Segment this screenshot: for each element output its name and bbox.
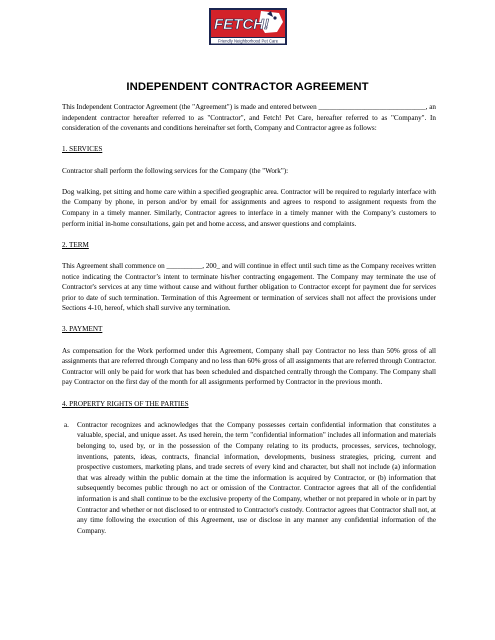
- services-heading: 1. SERVICES: [62, 145, 103, 154]
- document-title: INDEPENDENT CONTRACTOR AGREEMENT: [126, 81, 369, 93]
- svg-text:FETCH!: FETCH!: [214, 16, 269, 33]
- item-a-label: a.: [64, 420, 69, 429]
- services-paragraph-2: Dog walking, pet sitting and home care within a specified geographic area. Contractor will be required to regularly interface with the Company by phone, in person and/or by email for assignments and agrees to respond to assignment requests from the Company in a timely manner. Similarly, Contractor agrees to interface in a timely manner with the Company’s customers to perform initial in-home consultations, gain pet and home access, and answer questions and complaints.: [62, 187, 436, 228]
- property-heading: 4. PROPERTY RIGHTS OF THE PARTIES: [62, 399, 189, 408]
- fetch-logo: [209, 8, 287, 45]
- property-item-a: [62, 420, 436, 537]
- payment-heading: 3. PAYMENT: [62, 325, 103, 334]
- item-a-text: Contractor recognizes and acknowledges that the Company possesses certain confidential information that constitutes a valuable, special, and unique asset. As used herein, the term "confidential information" includes all information and materials belonging to, used by, or in the possession of the Company relating to its products, processes, services, technology, inventions, patents, ideas, contracts, financial information, developments, business strategies, pricing, current and prospective customers, marketing plans, and trade secrets of every kind and character, but shall not include (a) information that was already within the public domain at the time the information is acquired by Contractor, or (b) information that subsequently becomes public through no act or omission of the Contractor. Contractor agrees that all of the confidential information is and shall continue to be the exclusive property of the Company, whether or not prepared in whole or in part by Contractor and whether or not disclosed to or entrusted to Contractor's custody. Contractor agrees that Contractor shall not, at any time following the execution of this Agreement, use or disclose in any manner any confidential information of the Company.: [77, 420, 436, 535]
- agreement-body: [62, 102, 436, 536]
- term-heading: 2. TERM: [62, 240, 89, 249]
- term-paragraph: This Agreement shall commence on __________, 200_ and will continue in effect until such time as the Company receives written notice indicating the Contractor’s intent to terminate his/her contracting engagement. The Company may terminate the use of Contractor's services at any time without cause and without further obligation to Contractor except for payment due for services prior to date of such termination. Termination of this Agreement or termination of services shall not affect the provisions under Sections 4-10, hereof, which shall survive any termination.: [62, 261, 436, 313]
- fetch-logo-graphic: [209, 8, 287, 45]
- payment-paragraph: As compensation for the Work performed under this Agreement, Company shall pay Contractor no less than 50% gross of all assignments that are referred through Company and no less than 60% gross of all assignments that are referred through Contractor. Contractor will only be paid for work that has been scheduled and dispatched centrally through the Company. The Company shall pay Contractor on the first day of the month for all assignments performed by Contractor in the previous month.: [62, 346, 436, 387]
- services-paragraph-1: Contractor shall perform the following services for the Company (the "Work"):: [62, 166, 289, 175]
- intro-paragraph: This Independent Contractor Agreement (the "Agreement") is made and entered between ______________________________, an independent contractor hereafter referred to as "Contractor", and Fetch! Pet Care, hereafter referred to as "Company". In consideration of the covenants and conditions hereinafter set forth, Company and Contractor agree as follows:: [62, 103, 436, 133]
- svg-text:Friendly Neighborhood Pet Care: Friendly Neighborhood Pet Care: [217, 38, 279, 44]
